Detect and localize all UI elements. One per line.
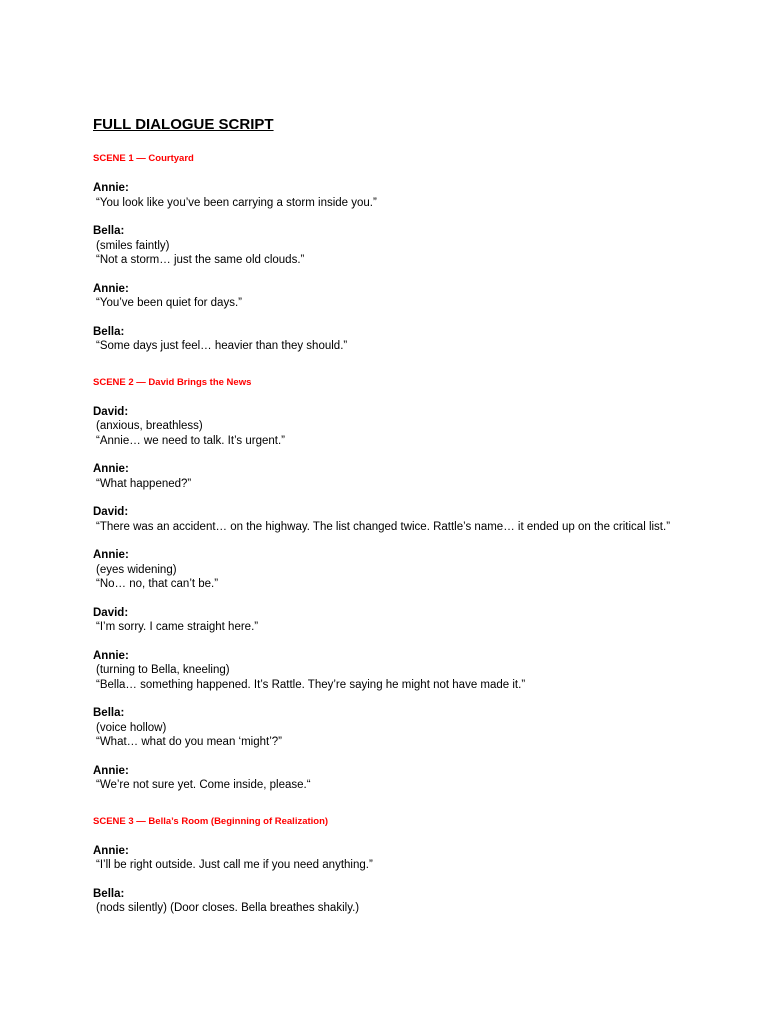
stage-direction: (voice hollow) bbox=[96, 721, 167, 734]
document-title: FULL DIALOGUE SCRIPT bbox=[93, 116, 274, 133]
scene-heading: SCENE 2 — David Brings the News bbox=[93, 376, 252, 388]
dialogue-line: “I’ll be right outside. Just call me if you need anything.” bbox=[96, 859, 373, 871]
dialogue-line: “You look like you’ve been carrying a storm inside you.” bbox=[96, 196, 377, 209]
dialogue-line: “Not a storm… just the same old clouds.” bbox=[96, 254, 305, 266]
dialogue-block bbox=[93, 606, 673, 635]
dialogue-block bbox=[93, 887, 673, 916]
dialogue-block bbox=[93, 844, 673, 873]
dialogue-line: “No… no, that can’t be.” bbox=[96, 578, 219, 590]
dialogue-block bbox=[93, 462, 673, 491]
speaker-name: Bella: bbox=[93, 887, 125, 900]
dialogue-line: “Bella… something happened. It’s Rattle. They’re saying he might not have made it.” bbox=[96, 678, 526, 691]
dialogue-line: “What happened?” bbox=[96, 477, 192, 490]
speaker-name: Bella: bbox=[93, 707, 125, 719]
scene-heading: SCENE 3 — Bella’s Room (Beginning of Realization) bbox=[93, 815, 329, 827]
speaker-name: Annie: bbox=[93, 764, 129, 777]
dialogue-block bbox=[93, 224, 673, 268]
speaker-name: Annie: bbox=[93, 463, 129, 475]
script-page bbox=[93, 116, 673, 930]
speaker-name: David: bbox=[93, 506, 129, 518]
dialogue-block bbox=[93, 548, 673, 592]
dialogue-line: “There was an accident… on the highway. The list changed twice. Rattle’s name… it ended up on the critical list.” bbox=[96, 520, 671, 533]
dialogue-line: “Some days just feel… heavier than they should.” bbox=[96, 340, 348, 352]
dialogue-block bbox=[93, 405, 673, 449]
dialogue-block bbox=[93, 282, 673, 311]
dialogue-line: “I’m sorry. I came straight here.” bbox=[96, 621, 259, 633]
speaker-name: David: bbox=[93, 405, 129, 418]
dialogue-block bbox=[93, 706, 673, 750]
dialogue-block bbox=[93, 505, 673, 534]
stage-direction: (anxious, breathless) bbox=[96, 420, 203, 432]
scene-heading: SCENE 1 — Courtyard bbox=[93, 153, 194, 164]
dialogue-line: “Annie… we need to talk. It’s urgent.” bbox=[96, 434, 285, 447]
stage-direction: (eyes widening) bbox=[96, 563, 177, 576]
dialogue-line: “We’re not sure yet. Come inside, please.“ bbox=[96, 779, 311, 791]
dialogue-line: “What… what do you mean ‘might’?” bbox=[96, 736, 282, 748]
speaker-name: Annie: bbox=[93, 282, 129, 295]
stage-direction: (turning to Bella, kneeling) bbox=[96, 664, 230, 676]
scene-3 bbox=[93, 815, 673, 916]
stage-direction: (smiles faintly) bbox=[96, 239, 170, 252]
dialogue-block bbox=[93, 764, 673, 793]
dialogue-block bbox=[93, 181, 673, 210]
dialogue-block bbox=[93, 649, 673, 693]
scene-1 bbox=[93, 152, 673, 354]
scene-2 bbox=[93, 376, 673, 793]
speaker-name: Annie: bbox=[93, 844, 129, 857]
speaker-name: David: bbox=[93, 606, 129, 619]
stage-direction: (nods silently) (Door closes. Bella breathes shakily.) bbox=[96, 902, 360, 914]
speaker-name: Annie: bbox=[93, 549, 129, 561]
speaker-name: Bella: bbox=[93, 325, 125, 338]
dialogue-block bbox=[93, 325, 673, 354]
speaker-name: Annie: bbox=[93, 649, 129, 662]
dialogue-line: “You’ve been quiet for days.” bbox=[96, 297, 242, 309]
speaker-name: Bella: bbox=[93, 225, 125, 237]
speaker-name: Annie: bbox=[93, 182, 129, 194]
